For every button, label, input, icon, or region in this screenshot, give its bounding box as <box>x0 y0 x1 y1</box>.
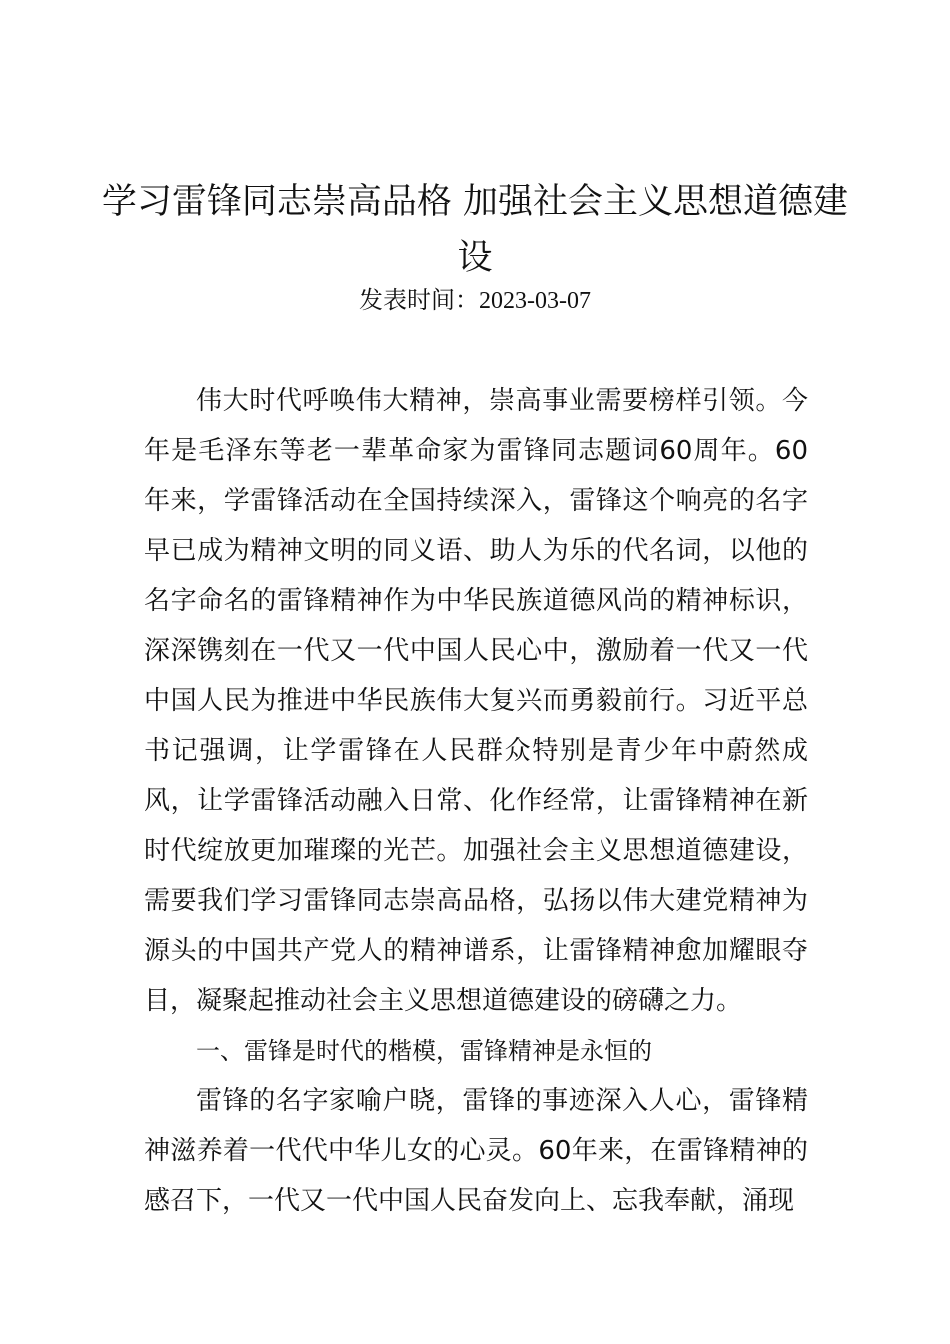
publish-date <box>90 282 860 319</box>
date-value: 2023-03-07 <box>479 288 591 314</box>
date-label: 发表时间： <box>359 286 479 314</box>
body-paragraph: 雷锋的名字家喻户晓，雷锋的事迹深入人心，雷锋精神滋养着一代代中华儿女的心灵。60年来，在雷锋精神的感召下，一代又一代中国人民奋发向上、忘我奉献，涌现 <box>144 1086 808 1216</box>
section-heading: 一、雷锋是时代的楷模，雷锋精神是永恒的 <box>196 1037 652 1065</box>
body-paragraph: 伟大时代呼唤伟大精神，崇高事业需要榜样引领。今年是毛泽东等老一辈革命家为雷锋同志题词60周年。60年来，学雷锋活动在全国持续深入，雷锋这个响亮的名字早已成为精神文明的同义语、助人为乐的代名词，以他的名字命名的雷锋精神作为中华民族道德风尚的精神标识，深深镌刻在一代又一代中国人民心中，激励着一代又一代中国人民为推进中华民族伟大复兴而勇毅前行。习近平总书记强调，让学雷锋在人民群众特别是青少年中蔚然成风，让学雷锋活动融入日常、化作经常，让雷锋精神在新时代绽放更加璀璨的光芒。加强社会主义思想道德建设，需要我们学习雷锋同志崇高品格，弘扬以伟大建党精神为源头的中国共产党人的精神谱系，让雷锋精神愈加耀眼夺目，凝聚起推动社会主义思想道德建设的磅礴之力。 <box>144 386 808 1016</box>
document-body <box>144 376 808 1226</box>
document-title: 学习雷锋同志崇高品格 加强社会主义思想道德建设 <box>101 182 849 278</box>
